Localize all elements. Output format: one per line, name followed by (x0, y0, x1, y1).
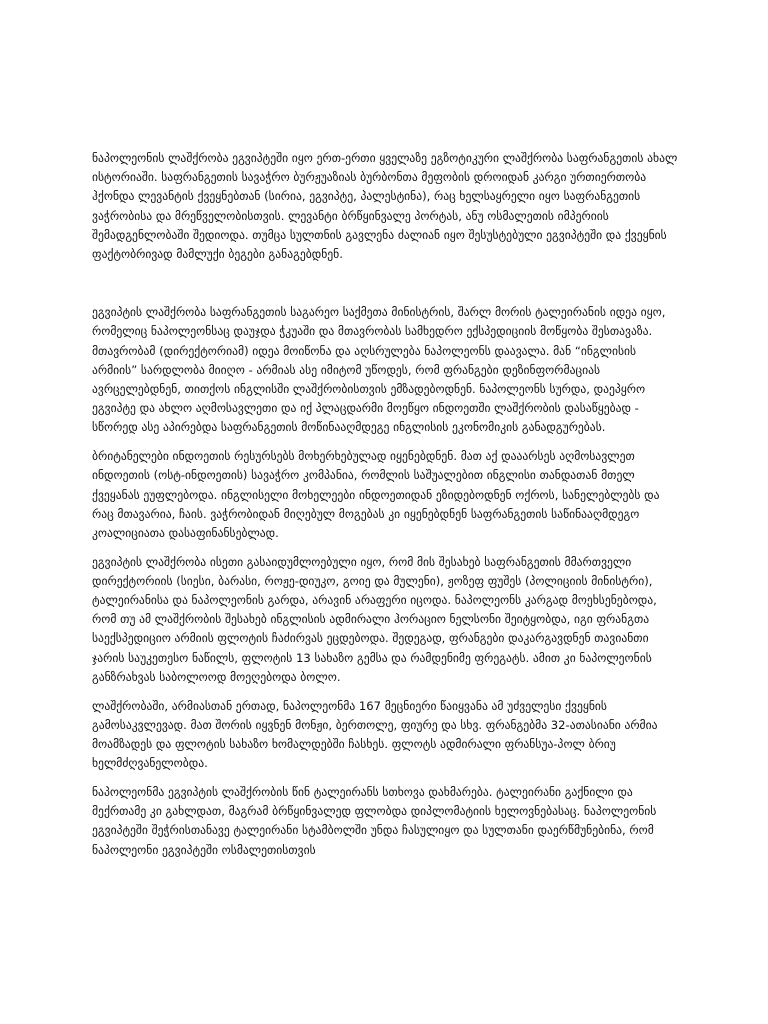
document-body (92, 149, 682, 869)
paragraph-6: ნაპოლეონმა ეგვიპტის ლაშქრობის წინ ტალეირანს სთხოვა დახმარება. ტალეირანი გაქნილი და მექრთამე კი გახლდათ, მაგრამ ბრწყინვალედ ფლობდა დიპლომატიის ხელოვნებასაც. ნაპოლეონის ეგვიპტეში შეჭრისთანავე ტალეირანი სტამბოლში უნდა ჩასულიყო და სულთანი დაერწმუნებინა, რომ ნაპოლეონი ეგვიპტეში ოსმალეთისთვის (92, 784, 657, 857)
paragraph-2: ეგვიპტის ლაშქრობა საფრანგეთის საგარეო საქმეთა მინისტრის, შარლ მორის ტალეირანის იდეა იყო, რომელიც ნაპოლეონსაც დაუჯდა ჭკუაში და მთავრობას სამხედრო ექსპედიციის მოწყობა შესთავაზა. მთავრობამ (დირექტორიამ) იდეა მოიწონა და აღსრულება ნაპოლეონს დაავალა. მან “ინგლისის არმიის” სარდლობა მიიღო - არმიას ასე იმიტომ უწოდეს, რომ ფრანგები დეზინფორმაციას ავრცელებდნენ, თითქოს ინგლისში ლაშქრობისთვის ემზადებოდნენ. ნაპოლეონს სურდა, დაეპყრო ეგვიპტე და ახლო აღმოსავლეთი და იქ პლაცდარმი მოეწყო ინდოეთში ლაშქრობის დასაწყებად - სწორედ ასე აპირებდა საფრანგეთის მოწინააღმდეგე ინგლისის ეკონომიკის განადგურებას. (92, 305, 666, 435)
paragraph-5: ლაშქრობაში, არმიასთან ერთად, ნაპოლეონმა 167 მეცნიერი წაიყვანა ამ უძველესი ქვეყნის გამოსაკვლევად. მათ შორის იყვნენ მონჟი, ბერთოლე, ფიურე და სხვ. ფრანგებმა 32-ათასიანი არმია მოამზადეს და ფლოტის სახაზო ხომალდებში ჩასხეს. ფლოტს ადმირალი ფრანსუა-პოლ ბრიუ ხელმძღვანელობდა. (92, 698, 658, 771)
paragraph-4: ეგვიპტის ლაშქრობა ისეთი გასაიდუმლოებული იყო, რომ მის შესახებ საფრანგეთის მმართველი დირექტორიის (სიესი, ბარასი, როჟე-დიუკო, გოიე და მულენი), ჟოზეფ ფუშეს (პოლიციის მინისტრი), ტალეირანისა და ნაპოლეონის გარდა, არავინ არაფერი იცოდა. ნაპოლეონს კარგად მოეხსენებოდა, რომ თუ ამ ლაშქრობის შესახებ ინგლისის ადმირალი ჰორაციო ნელსონი შეიტყობდა, იგი ფრანგთა საექსპედიციო არმიის ფლოტის ჩაძირვას ეცდებოდა. შედეგად, ფრანგები დაკარგავდნენ თავიანთი ჯარის საუკეთესო ნაწილს, ფლოტის 13 სახაზო გემსა და რამდენიმე ფრეგატს. ამით კი ნაპოლეონის განზრახვას საბოლოოდ მოეღებოდა ბოლო. (92, 554, 657, 684)
paragraph-gap (92, 264, 682, 303)
paragraph-1: ნაპოლეონის ლაშქრობა ეგვიპტეში იყო ერთ-ერთი ყველაზე ეგზოტიკური ლაშქრობა საფრანგეთის ახალ ისტორიაში. საფრანგეთის სავაჭრო ბურჟუაზიას ბურბონთა მეფობის დროიდან კარგი ურთიერთობა ჰქონდა ლევანტის ქვეყნებთან (სირია, ეგვიპტე, პალესტინა), რაც ხელსაყრელი იყო საფრანგეთის ვაჭრობისა და მრეწველობისთვის. ლევანტი ბრწყინვალე პორტას, ანუ ოსმალეთის იმპერიის შემადგენლობაში შედიოდა. თუმცა სულთნის გავლენა ძალიან იყო შესუსტებული ეგვიპტეში და ქვეყნის ფაქტობრივად მამლუქი ბეგები განაგებდნენ. (92, 151, 678, 262)
paragraph-3: ბრიტანელები ინდოეთის რესურსებს მოხერხებულად იყენებდნენ. მათ აქ დააარსეს აღმოსავლეთ ინდოეთის (ოსტ-ინდოეთის) სავაჭრო კომპანია, რომლის საშუალებით ინგლისი თანდათან მთელ ქვეყანას ეუფლებოდა. ინგლისელი მოხელეები ინდოეთიდან ეზიდებოდნენ ოქროს, სანელებლებს და რაც მთავარია, ჩაის. ვაჭრობიდან მიღებულ მოგებას კი იყენებდნენ საფრანგეთის საწინააღმდეგო კოალიციათა დასაფინანსებლად. (92, 449, 660, 540)
